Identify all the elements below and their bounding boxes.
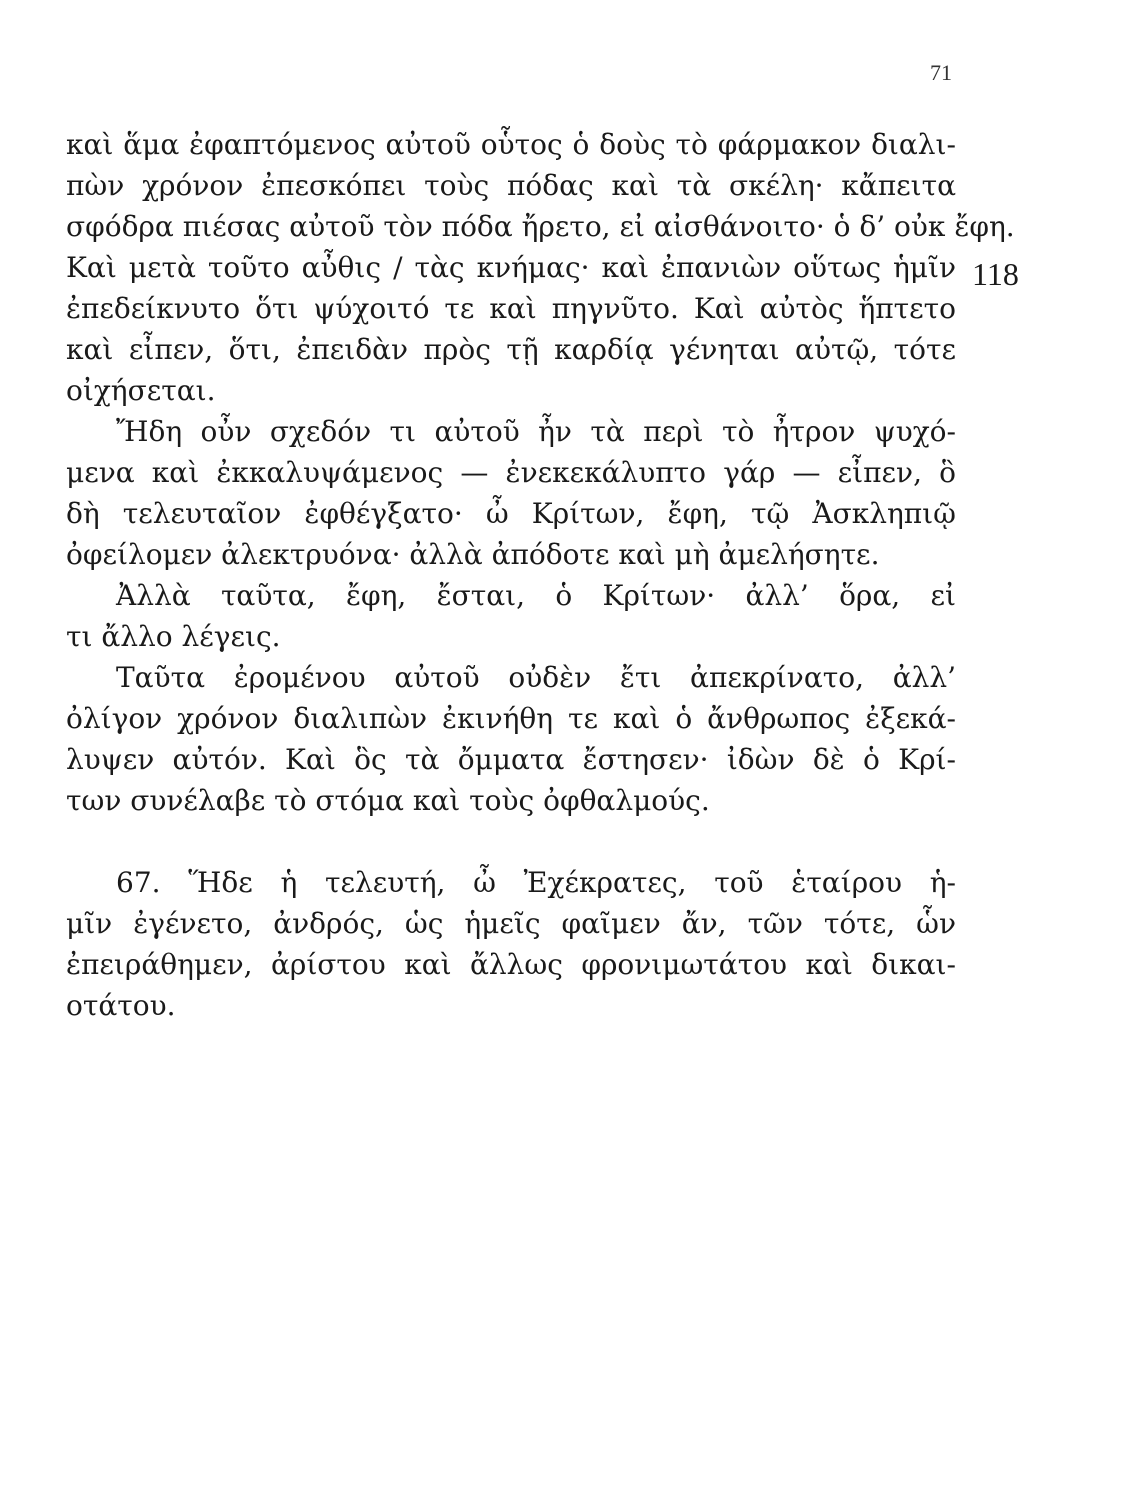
text-line: λυψεν αὐτόν. Καὶ ὃς τὰ ὄμματα ἔστησεν· ἰδὼν δὲ ὁ Κρί- <box>66 743 956 776</box>
text-line: καὶ ἅμα ἐφαπτόμενος αὐτοῦ οὗτος ὁ δοὺς τὸ φάρμακον διαλι- <box>66 128 956 161</box>
paragraph <box>66 411 956 575</box>
page-number: 71 <box>930 60 952 85</box>
text-line: ὀλίγον χρόνον διαλιπὼν ἐκινήθη τε καὶ ὁ ἄνθρωπος ἐξεκά- <box>66 702 956 735</box>
text-line: Ἀλλὰ ταῦτα, ἔφη, ἔσται, ὁ Κρίτων· ἀλλ’ ὅρα, εἰ <box>116 579 956 612</box>
text-line: Καὶ μετὰ τοῦτο αὖθις / τὰς κνήμας· καὶ ἐπανιὼν οὕτως ἡμῖν <box>66 251 956 284</box>
text-line: 67. Ἥδε ἡ τελευτή, ὦ Ἐχέκρατες, τοῦ ἑταίρου ἡ- <box>116 866 956 899</box>
text-line: τι ἄλλο λέγεις. <box>66 620 281 653</box>
text-line: ἐπειράθημεν, ἀρίστου καὶ ἄλλως φρονιμωτάτου καὶ δικαι- <box>66 948 956 981</box>
text-line: Ταῦτα ἐρομένου αὐτοῦ οὐδὲν ἔτι ἀπεκρίνατο, ἀλλ’ <box>116 661 956 694</box>
text-line: των συνέλαβε τὸ στόμα καὶ τοὺς ὀφθαλμούς. <box>66 784 710 817</box>
text-line: καὶ εἶπεν, ὅτι, ἐπειδὰν πρὸς τῇ καρδίᾳ γένηται αὐτῷ, τότε <box>66 333 956 366</box>
text-line: Ἤδη οὖν σχεδόν τι αὐτοῦ ἦν τὰ περὶ τὸ ἦτρον ψυχό- <box>116 415 956 448</box>
text-line: ὀφείλομεν ἀλεκτρυόνα· ἀλλὰ ἀπόδοτε καὶ μὴ ἀμελήσητε. <box>66 538 880 571</box>
text-line: ἐπεδείκνυτο ὅτι ψύχοιτό τε καὶ πηγνῦτο. Καὶ αὐτὸς ἥπτετο <box>66 292 956 325</box>
margin-line-number: 118 <box>972 256 1019 292</box>
text-line: πὼν χρόνον ἐπεσκόπει τοὺς πόδας καὶ τὰ σκέλη· κἄπειτα <box>66 169 956 202</box>
paragraph <box>66 657 956 821</box>
text-line: μενα καὶ ἐκκαλυψάμενος — ἐνεκεκάλυπτο γάρ — εἶπεν, ὃ <box>66 456 956 489</box>
text-line: οτάτου. <box>66 989 176 1022</box>
text-line: σφόδρα πιέσας αὐτοῦ τὸν πόδα ἤρετο, εἰ αἰσθάνοιτο· ὁ δ’ οὐκ ἔφη. <box>66 210 1015 243</box>
text-line: δὴ τελευταῖον ἐφθέγξατο· ὦ Κρίτων, ἔφη, τῷ Ἀσκληπιῷ <box>66 497 956 530</box>
text-line: οἰχήσεται. <box>66 374 216 407</box>
text-line: μῖν ἐγένετο, ἀνδρός, ὡς ἡμεῖς φαῖμεν ἄν, τῶν τότε, ὧν <box>66 907 956 940</box>
section-gap <box>66 821 956 862</box>
paragraph <box>66 575 956 657</box>
paragraph <box>66 862 956 1026</box>
